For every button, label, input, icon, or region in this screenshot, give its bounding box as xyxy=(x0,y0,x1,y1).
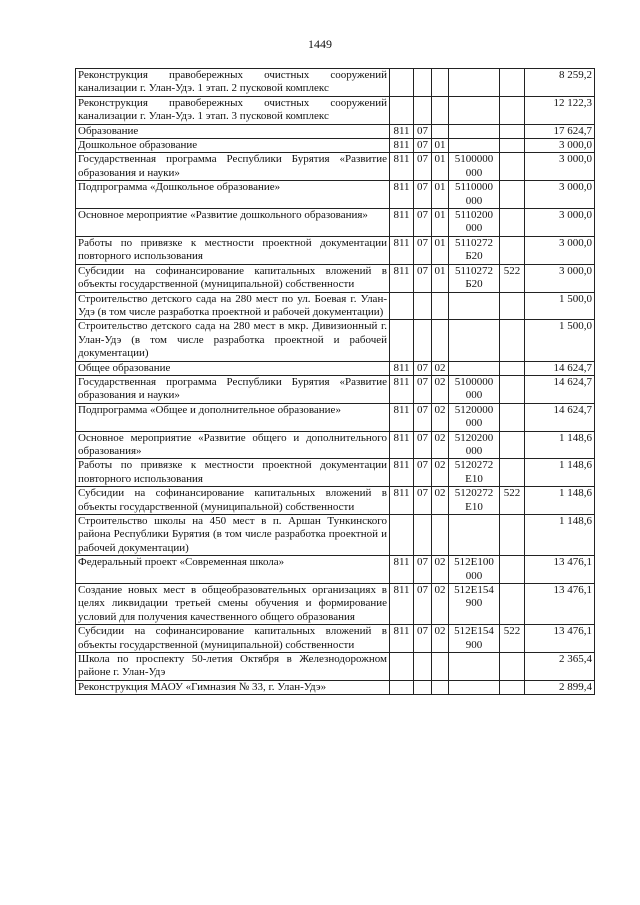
row-name: Строительство детского сада на 280 мест по ул. Боевая г. Улан-Удэ (в том числе разработка проектной и рабочей документации) xyxy=(76,292,390,320)
row-expense-type-code: 522 xyxy=(500,264,525,292)
table-row xyxy=(76,124,595,138)
row-subsection-code xyxy=(432,96,449,124)
row-amount: 1 148,6 xyxy=(525,459,595,487)
table-row xyxy=(76,153,595,181)
row-amount: 3 000,0 xyxy=(525,236,595,264)
row-amount: 12 122,3 xyxy=(525,96,595,124)
row-subsection-code: 02 xyxy=(432,584,449,625)
row-section-code: 07 xyxy=(414,403,432,431)
row-amount: 8 259,2 xyxy=(525,69,595,97)
row-target-article-code: 5110200 000 xyxy=(449,209,500,237)
row-grbs-code xyxy=(390,680,414,694)
row-subsection-code xyxy=(432,69,449,97)
row-name: Образование xyxy=(76,124,390,138)
row-target-article-code: 512Е154 900 xyxy=(449,625,500,653)
table-row xyxy=(76,625,595,653)
row-section-code: 07 xyxy=(414,556,432,584)
row-expense-type-code xyxy=(500,515,525,556)
row-amount: 2 365,4 xyxy=(525,653,595,681)
row-target-article-code xyxy=(449,292,500,320)
table-row xyxy=(76,69,595,97)
row-grbs-code: 811 xyxy=(390,487,414,515)
row-amount: 14 624,7 xyxy=(525,403,595,431)
row-expense-type-code xyxy=(500,236,525,264)
row-amount: 14 624,7 xyxy=(525,361,595,375)
row-subsection-code: 02 xyxy=(432,556,449,584)
row-subsection-code: 02 xyxy=(432,431,449,459)
row-name: Строительство детского сада на 280 мест в мкр. Дивизионный г. Улан-Удэ (в том числе разработка проектной и рабочей документации) xyxy=(76,320,390,361)
row-target-article-code: 5120200 000 xyxy=(449,431,500,459)
row-expense-type-code xyxy=(500,680,525,694)
row-amount: 3 000,0 xyxy=(525,153,595,181)
row-subsection-code: 02 xyxy=(432,361,449,375)
row-section-code xyxy=(414,292,432,320)
row-name: Школа по проспекту 50-летия Октября в Железнодорожном районе г. Улан-Удэ xyxy=(76,653,390,681)
table-row xyxy=(76,139,595,153)
row-subsection-code xyxy=(432,680,449,694)
row-subsection-code xyxy=(432,292,449,320)
row-name: Общее образование xyxy=(76,361,390,375)
row-target-article-code xyxy=(449,69,500,97)
row-grbs-code: 811 xyxy=(390,124,414,138)
row-name: Субсидии на софинансирование капитальных вложений в объекты государственной (муниципальной) собственности xyxy=(76,264,390,292)
row-subsection-code: 01 xyxy=(432,264,449,292)
table-row xyxy=(76,264,595,292)
row-section-code: 07 xyxy=(414,375,432,403)
table-row xyxy=(76,375,595,403)
row-name: Работы по привязке к местности проектной документации повторного использования xyxy=(76,236,390,264)
row-target-article-code xyxy=(449,361,500,375)
row-amount: 1 148,6 xyxy=(525,515,595,556)
table-row xyxy=(76,236,595,264)
row-name: Государственная программа Республики Бурятия «Развитие образования и науки» xyxy=(76,375,390,403)
row-section-code: 07 xyxy=(414,264,432,292)
row-subsection-code: 02 xyxy=(432,375,449,403)
row-subsection-code: 01 xyxy=(432,153,449,181)
row-amount: 14 624,7 xyxy=(525,375,595,403)
row-grbs-code: 811 xyxy=(390,431,414,459)
row-section-code xyxy=(414,69,432,97)
row-section-code: 07 xyxy=(414,459,432,487)
row-grbs-code xyxy=(390,320,414,361)
row-subsection-code xyxy=(432,653,449,681)
row-target-article-code: 5110272 Б20 xyxy=(449,264,500,292)
row-section-code: 07 xyxy=(414,625,432,653)
row-expense-type-code xyxy=(500,584,525,625)
row-target-article-code xyxy=(449,139,500,153)
row-target-article-code: 512Е154 900 xyxy=(449,584,500,625)
row-amount: 1 500,0 xyxy=(525,320,595,361)
row-expense-type-code xyxy=(500,556,525,584)
row-expense-type-code xyxy=(500,459,525,487)
row-name: Субсидии на софинансирование капитальных вложений в объекты государственной (муниципальной) собственности xyxy=(76,487,390,515)
row-expense-type-code xyxy=(500,292,525,320)
row-section-code xyxy=(414,515,432,556)
row-name: Реконструкция МАОУ «Гимназия № 33, г. Улан-Удэ» xyxy=(76,680,390,694)
table-row xyxy=(76,487,595,515)
table-row xyxy=(76,431,595,459)
row-target-article-code: 5120000 000 xyxy=(449,403,500,431)
row-section-code: 07 xyxy=(414,209,432,237)
row-subsection-code xyxy=(432,515,449,556)
row-target-article-code: 5100000 000 xyxy=(449,375,500,403)
row-section-code xyxy=(414,96,432,124)
row-subsection-code: 02 xyxy=(432,487,449,515)
row-grbs-code: 811 xyxy=(390,264,414,292)
row-grbs-code xyxy=(390,96,414,124)
row-expense-type-code xyxy=(500,181,525,209)
row-section-code xyxy=(414,320,432,361)
row-amount: 3 000,0 xyxy=(525,209,595,237)
row-expense-type-code xyxy=(500,361,525,375)
row-amount: 3 000,0 xyxy=(525,264,595,292)
row-section-code: 07 xyxy=(414,124,432,138)
row-name: Реконструкция правобережных очистных сооружений канализации г. Улан-Удэ. 1 этап. 2 пусковой комплекс xyxy=(76,69,390,97)
row-grbs-code: 811 xyxy=(390,459,414,487)
row-grbs-code: 811 xyxy=(390,181,414,209)
row-name: Реконструкция правобережных очистных сооружений канализации г. Улан-Удэ. 1 этап. 3 пусковой комплекс xyxy=(76,96,390,124)
row-name: Подпрограмма «Дошкольное образование» xyxy=(76,181,390,209)
row-grbs-code: 811 xyxy=(390,403,414,431)
row-expense-type-code: 522 xyxy=(500,487,525,515)
row-grbs-code xyxy=(390,515,414,556)
table-row xyxy=(76,584,595,625)
row-name: Государственная программа Республики Бурятия «Развитие образования и науки» xyxy=(76,153,390,181)
table-row xyxy=(76,96,595,124)
row-amount: 13 476,1 xyxy=(525,556,595,584)
row-expense-type-code xyxy=(500,320,525,361)
row-amount: 1 500,0 xyxy=(525,292,595,320)
row-grbs-code: 811 xyxy=(390,139,414,153)
row-amount: 13 476,1 xyxy=(525,584,595,625)
row-name: Подпрограмма «Общее и дополнительное образование» xyxy=(76,403,390,431)
row-name: Создание новых мест в общеобразовательных организациях в целях ликвидации третьей смены обучения и формирование условий для получения качественного общего образования xyxy=(76,584,390,625)
row-amount: 3 000,0 xyxy=(525,181,595,209)
row-section-code: 07 xyxy=(414,584,432,625)
budget-table xyxy=(75,68,595,695)
row-expense-type-code xyxy=(500,153,525,181)
row-target-article-code: 5110000 000 xyxy=(449,181,500,209)
page-number: 1449 xyxy=(308,37,332,51)
row-name: Дошкольное образование xyxy=(76,139,390,153)
row-subsection-code: 01 xyxy=(432,139,449,153)
row-expense-type-code xyxy=(500,69,525,97)
row-expense-type-code xyxy=(500,375,525,403)
row-amount: 17 624,7 xyxy=(525,124,595,138)
row-expense-type-code xyxy=(500,96,525,124)
row-name: Работы по привязке к местности проектной документации повторного использования xyxy=(76,459,390,487)
row-section-code: 07 xyxy=(414,431,432,459)
row-grbs-code: 811 xyxy=(390,625,414,653)
row-target-article-code: 5120272 Е10 xyxy=(449,459,500,487)
table-row xyxy=(76,556,595,584)
table-row xyxy=(76,459,595,487)
row-expense-type-code xyxy=(500,403,525,431)
row-grbs-code: 811 xyxy=(390,236,414,264)
row-target-article-code xyxy=(449,515,500,556)
row-grbs-code: 811 xyxy=(390,584,414,625)
row-expense-type-code xyxy=(500,431,525,459)
row-section-code: 07 xyxy=(414,139,432,153)
row-target-article-code: 5110272 Б20 xyxy=(449,236,500,264)
row-subsection-code xyxy=(432,320,449,361)
table-row xyxy=(76,680,595,694)
table-row xyxy=(76,320,595,361)
row-subsection-code: 01 xyxy=(432,236,449,264)
row-grbs-code: 811 xyxy=(390,556,414,584)
row-section-code: 07 xyxy=(414,153,432,181)
table-row xyxy=(76,653,595,681)
row-grbs-code xyxy=(390,653,414,681)
row-grbs-code: 811 xyxy=(390,375,414,403)
table-row xyxy=(76,403,595,431)
row-target-article-code xyxy=(449,124,500,138)
row-name: Субсидии на софинансирование капитальных вложений в объекты государственной (муниципальной) собственности xyxy=(76,625,390,653)
table-row xyxy=(76,515,595,556)
row-target-article-code xyxy=(449,653,500,681)
row-grbs-code: 811 xyxy=(390,209,414,237)
row-target-article-code xyxy=(449,680,500,694)
row-expense-type-code xyxy=(500,653,525,681)
row-section-code: 07 xyxy=(414,361,432,375)
row-target-article-code: 5100000 000 xyxy=(449,153,500,181)
row-grbs-code: 811 xyxy=(390,153,414,181)
row-section-code xyxy=(414,680,432,694)
row-subsection-code: 01 xyxy=(432,209,449,237)
table-row xyxy=(76,181,595,209)
row-name: Строительство школы на 450 мест в п. Аршан Тункинского района Республики Бурятия (в том числе разработка проектной и рабочей документации) xyxy=(76,515,390,556)
row-expense-type-code xyxy=(500,139,525,153)
row-name: Основное мероприятие «Развитие общего и дополнительного образования» xyxy=(76,431,390,459)
row-expense-type-code: 522 xyxy=(500,625,525,653)
row-amount: 2 899,4 xyxy=(525,680,595,694)
row-name: Основное мероприятие «Развитие дошкольного образования» xyxy=(76,209,390,237)
row-section-code xyxy=(414,653,432,681)
row-name: Федеральный проект «Современная школа» xyxy=(76,556,390,584)
row-amount: 13 476,1 xyxy=(525,625,595,653)
row-subsection-code: 02 xyxy=(432,403,449,431)
row-subsection-code: 02 xyxy=(432,625,449,653)
row-subsection-code xyxy=(432,124,449,138)
row-expense-type-code xyxy=(500,209,525,237)
row-amount: 3 000,0 xyxy=(525,139,595,153)
row-subsection-code: 02 xyxy=(432,459,449,487)
row-expense-type-code xyxy=(500,124,525,138)
table-row xyxy=(76,292,595,320)
table-row xyxy=(76,361,595,375)
row-section-code: 07 xyxy=(414,181,432,209)
row-grbs-code xyxy=(390,69,414,97)
table-row xyxy=(76,209,595,237)
row-amount: 1 148,6 xyxy=(525,431,595,459)
row-target-article-code xyxy=(449,320,500,361)
row-amount: 1 148,6 xyxy=(525,487,595,515)
row-grbs-code xyxy=(390,292,414,320)
row-target-article-code xyxy=(449,96,500,124)
row-section-code: 07 xyxy=(414,487,432,515)
row-target-article-code: 5120272 Е10 xyxy=(449,487,500,515)
row-subsection-code: 01 xyxy=(432,181,449,209)
budget-table-body xyxy=(76,69,595,695)
row-target-article-code: 512Е100 000 xyxy=(449,556,500,584)
row-grbs-code: 811 xyxy=(390,361,414,375)
row-section-code: 07 xyxy=(414,236,432,264)
